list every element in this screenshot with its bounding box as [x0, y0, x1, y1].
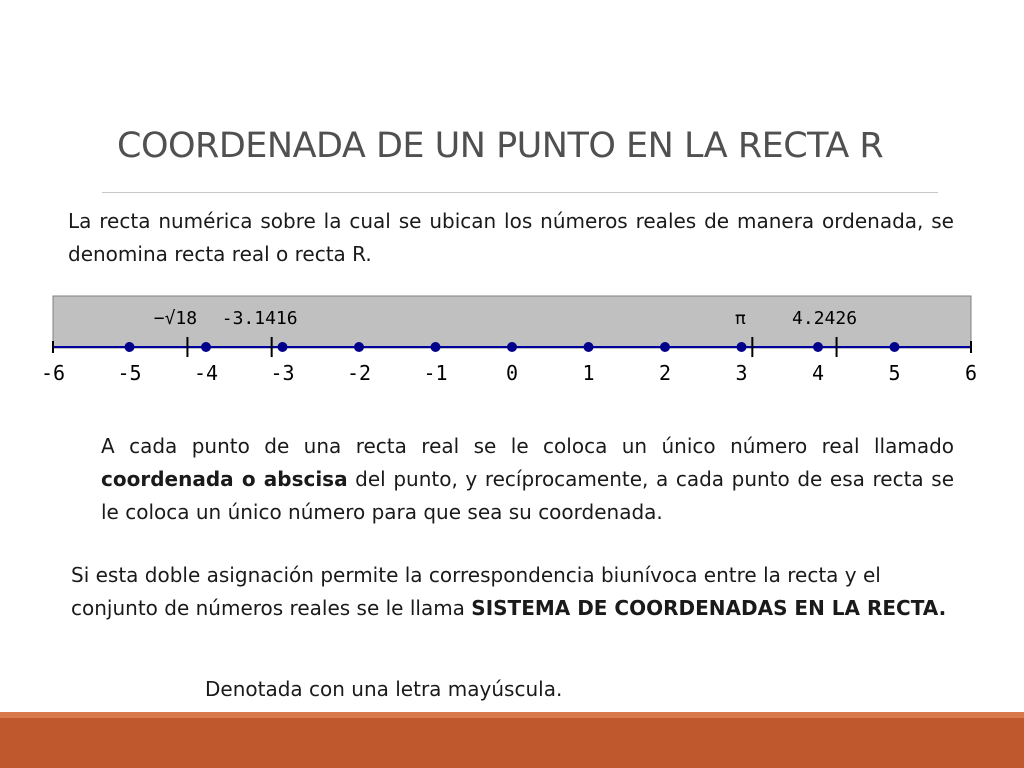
system-paragraph [71, 559, 957, 625]
tick-label: -2 [346, 361, 372, 385]
number-line-svg [30, 290, 990, 390]
tick-label: 4 [811, 361, 825, 385]
integer-point [584, 342, 594, 352]
intro-paragraph: La recta numérica sobre la cual se ubican los números reales de manera ordenada, se denomina recta real o recta R. [68, 209, 954, 266]
coordinate-term: coordenada o abscisa [101, 467, 348, 491]
tick-label: -3 [270, 361, 295, 385]
integer-point [890, 342, 900, 352]
tick-label: 1 [582, 361, 595, 385]
special-point-label: π [734, 308, 746, 329]
tick-label: -1 [423, 361, 448, 385]
coordinate-paragraph-text-end: del punto, y recíprocamente, a cada punto de esa recta se le coloca un único número para que sea su coordenada. [101, 467, 954, 524]
tick-label: 6 [964, 361, 978, 385]
special-point-label: −√18 [153, 308, 198, 329]
system-paragraph-text: Si esta doble asignación permite la correspondencia biunívoca entre la recta y el conjunto de números reales se le llama [71, 563, 881, 620]
coordinate-paragraph [101, 430, 954, 529]
integer-point [278, 342, 288, 352]
footer-band-highlight [0, 712, 1024, 718]
tick-label: 5 [888, 361, 901, 385]
system-term: SISTEMA DE COORDENADAS EN LA RECTA. [471, 596, 947, 620]
slide-title: COORDENADA DE UN PUNTO EN LA RECTA R [117, 126, 884, 166]
notation-paragraph: Denotada con una letra mayúscula. [205, 677, 563, 701]
integer-point [354, 342, 364, 352]
integer-point [201, 342, 211, 352]
integer-point [507, 342, 517, 352]
footer-band [0, 712, 1024, 768]
tick-label: 2 [658, 361, 672, 385]
tick-label: -5 [117, 361, 142, 385]
integer-point [813, 342, 823, 352]
tick-label: 3 [735, 361, 748, 385]
tick-label: -6 [40, 361, 66, 385]
number-line-figure [30, 290, 990, 390]
integer-point [737, 342, 747, 352]
integer-point [431, 342, 441, 352]
coordinate-paragraph-text-start: A cada punto de una recta real se le coloca un único número real llamado [101, 434, 954, 458]
integer-point [660, 342, 670, 352]
special-point-label: -3.1416 [221, 308, 298, 329]
title-divider [102, 192, 938, 193]
special-point-label: 4.2426 [792, 308, 858, 329]
integer-point [125, 342, 135, 352]
tick-label: 0 [505, 361, 519, 385]
tick-label: -4 [193, 361, 219, 385]
